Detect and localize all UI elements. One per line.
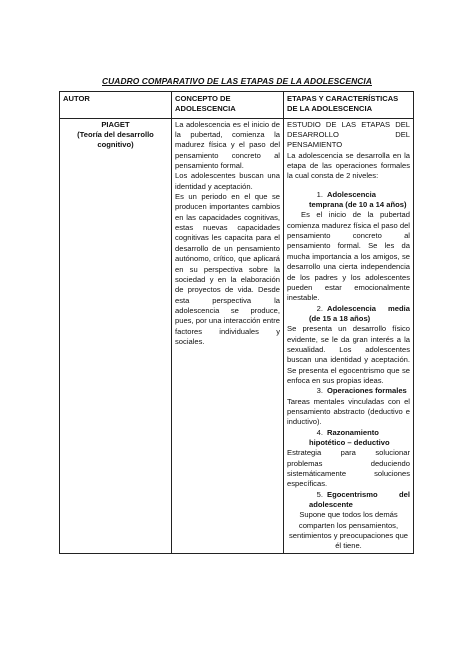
comparison-table [59, 91, 414, 554]
etapas-intro-heading: ESTUDIO DE LAS ETAPAS DEL DESARROLLO DEL PENSAMIENTO [287, 119, 410, 150]
stage-item-5-text: Supone que todos los demás comparten los pensamientos, sentimientos y preocupaciones que él tiene. [288, 510, 409, 551]
stage-item-1-label: 1. Adolescencia temprana (de 10 a 14 años) [309, 189, 407, 210]
stage-item-3-text: Tareas mentales vinculadas con el pensamiento abstracto (deductivo e inductivo). [287, 396, 410, 427]
header-concepto: CONCEPTO DE ADOLESCENCIA [172, 92, 284, 119]
etapas-intro-text: La adolescencia se desarrolla en la etapa de las operaciones formales la cual consta de 2 niveles: [287, 150, 410, 181]
autor-subtitle: (Teoría del desarrollo cognitivo) [77, 130, 154, 150]
header-autor: AUTOR [60, 92, 172, 119]
stage-item-4-label: 4. Razonamiento hipotético – deductivo [309, 427, 390, 447]
header-etapas: ETAPAS Y CARACTERÍSTICAS DE LA ADOLESCENCIA [284, 92, 414, 119]
concepto-cell [172, 118, 284, 553]
stage-item-4-text: Estrategia para solucionar problemas deduciendo sistemáticamente soluciones específicas. [287, 448, 410, 489]
table-header-row [60, 92, 414, 119]
etapas-cell [284, 118, 414, 553]
autor-cell [60, 118, 172, 553]
stage-item-2-text: Se presenta un desarrollo físico evidente, se le da gran interés a la sexualidad. Los adolescentes buscan una identidad y aceptación. Se presenta el egocentrismo que se enfoca en sus propias ideas. [287, 324, 410, 385]
stage-item-2-label: 2. Adolescencia media (de 15 a 18 años) [309, 303, 410, 323]
stage-item-1-text: Es el inicio de la pubertad comienza madurez física el paso del pensamiento concreto al pensamiento formal. Se les da mucha importancia a los amigos, se desarrollo una cierta independencia de los padres y los adolescentes pueden estar emocionalmente inestable. [287, 210, 410, 303]
autor-name: PIAGET [101, 119, 130, 129]
concepto-paragraph-1: La adolescencia es el inicio de la pubertad, comienza la madurez física y el paso del pensamiento concreto al pensamiento formal. [175, 119, 280, 171]
table-row [60, 118, 414, 553]
concepto-paragraph-2: Los adolescentes buscan una identidad y aceptación. [175, 171, 280, 191]
stage-item-5-label: 5. Egocentrismo del adolescente [309, 489, 410, 510]
concepto-paragraph-3: Es un periodo en el que se producen importantes cambios en las capacidades cognitivas, estas nuevas capacidades cognitivas les capacita para el desarrollo de un pensamiento autónomo, crítico, que aplicará en su perspectiva sobre la sociedad y en la elaboración de proyectos de vida. Desde esta perspectiva la adolescencia se produce, pues, por una interacción entre factores individuales y sociales. [175, 192, 280, 346]
document-title: CUADRO COMPARATIVO DE LAS ETAPAS DE LA ADOLESCENCIA [102, 76, 372, 86]
stage-item-3-label: 3. Operaciones formales [316, 386, 407, 396]
